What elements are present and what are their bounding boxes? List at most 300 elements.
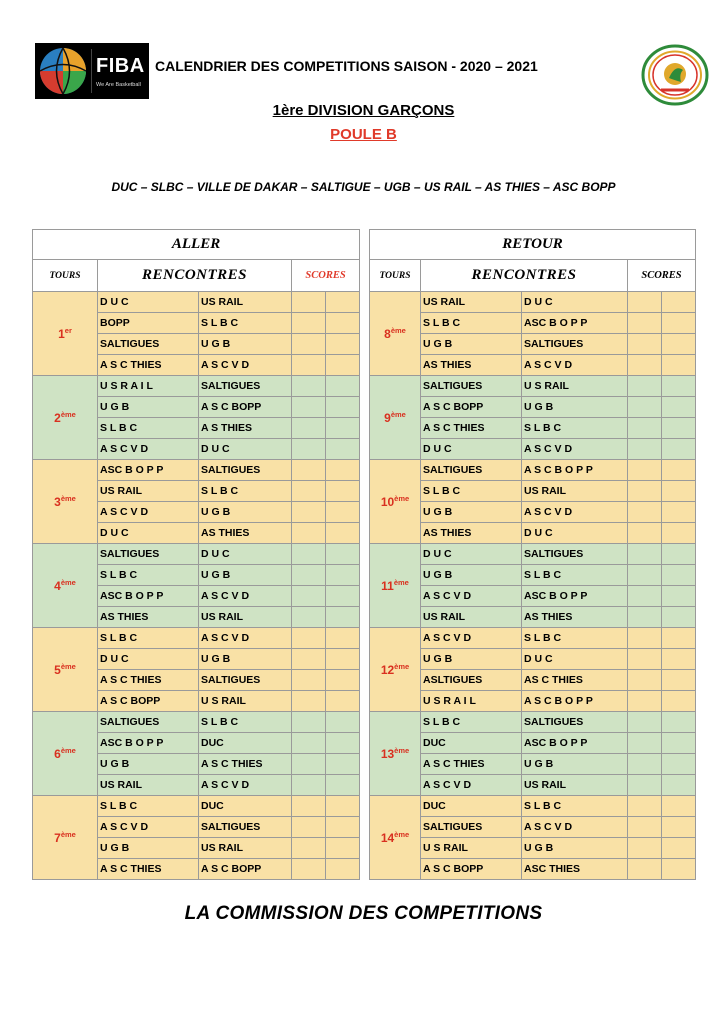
away-score-cell xyxy=(326,460,360,481)
round-number: 7 xyxy=(54,831,61,845)
home-score-cell xyxy=(292,397,326,418)
home-score-cell xyxy=(292,733,326,754)
round-number: 1 xyxy=(58,327,65,341)
home-team: U S R A I L xyxy=(421,691,522,712)
round-label xyxy=(370,796,421,880)
round-number: 3 xyxy=(54,495,61,509)
away-team: U G B xyxy=(199,565,292,586)
away-score-cell xyxy=(326,313,360,334)
match-row xyxy=(370,292,696,313)
home-team: D U C xyxy=(421,544,522,565)
home-score-cell xyxy=(628,586,662,607)
away-score-cell xyxy=(662,565,696,586)
fiba-logo xyxy=(35,43,149,99)
away-score-cell xyxy=(326,691,360,712)
home-score-cell xyxy=(292,355,326,376)
away-team: US RAIL xyxy=(199,838,292,859)
home-score-cell xyxy=(628,670,662,691)
home-score-cell xyxy=(628,523,662,544)
home-score-cell xyxy=(628,796,662,817)
away-score-cell xyxy=(326,838,360,859)
round-number: 10 xyxy=(380,495,395,509)
away-team: D U C xyxy=(199,544,292,565)
away-team: S L B C xyxy=(522,796,628,817)
home-score-cell xyxy=(292,712,326,733)
home-score-cell xyxy=(628,481,662,502)
home-team: U G B xyxy=(421,565,522,586)
away-score-cell xyxy=(662,859,696,880)
round-number: 9 xyxy=(384,411,391,425)
away-team: US RAIL xyxy=(522,481,628,502)
home-score-cell xyxy=(628,418,662,439)
home-score-cell xyxy=(292,691,326,712)
home-score-cell xyxy=(628,628,662,649)
phase-title: ALLER xyxy=(33,230,360,260)
away-score-cell xyxy=(326,439,360,460)
away-score-cell xyxy=(662,418,696,439)
round-suffix: ème xyxy=(394,662,410,671)
away-team: SALTIGUES xyxy=(199,460,292,481)
away-team: A S C V D xyxy=(199,628,292,649)
away-team: US RAIL xyxy=(522,775,628,796)
home-team: S L B C xyxy=(421,481,522,502)
home-score-cell xyxy=(292,670,326,691)
col-rencontres: RENCONTRES xyxy=(421,260,628,292)
away-score-cell xyxy=(326,292,360,313)
home-score-cell xyxy=(292,439,326,460)
away-score-cell xyxy=(326,397,360,418)
home-score-cell xyxy=(628,838,662,859)
phase-title: RETOUR xyxy=(370,230,696,260)
away-team: A S C V D xyxy=(199,355,292,376)
home-score-cell xyxy=(292,313,326,334)
home-score-cell xyxy=(628,292,662,313)
away-score-cell xyxy=(662,691,696,712)
home-score-cell xyxy=(292,838,326,859)
home-team: A S C THIES xyxy=(421,418,522,439)
round-suffix: ème xyxy=(60,830,76,839)
away-score-cell xyxy=(662,460,696,481)
match-row xyxy=(370,460,696,481)
away-score-cell xyxy=(326,775,360,796)
home-team: AS THIES xyxy=(421,523,522,544)
away-team: A S C V D xyxy=(199,775,292,796)
home-team: A S C THIES xyxy=(98,355,199,376)
match-row xyxy=(370,628,696,649)
teams-list: DUC – SLBC – VILLE DE DAKAR – SALTIGUE – UGB – US RAIL – AS THIES – ASC BOPP xyxy=(111,180,616,194)
away-team: S L B C xyxy=(199,313,292,334)
home-team: D U C xyxy=(98,523,199,544)
away-team: U G B xyxy=(522,397,628,418)
away-team: U G B xyxy=(199,649,292,670)
home-score-cell xyxy=(628,376,662,397)
home-score-cell xyxy=(292,418,326,439)
match-row xyxy=(370,544,696,565)
home-score-cell xyxy=(292,460,326,481)
home-score-cell xyxy=(628,859,662,880)
home-team: S L B C xyxy=(98,628,199,649)
away-score-cell xyxy=(662,523,696,544)
home-team: A S C BOPP xyxy=(98,691,199,712)
away-team: US RAIL xyxy=(199,292,292,313)
round-label xyxy=(33,796,98,880)
col-scores: SCORES xyxy=(628,260,696,292)
round-number: 11 xyxy=(381,579,394,593)
away-score-cell xyxy=(326,502,360,523)
home-team: U G B xyxy=(98,397,199,418)
away-score-cell xyxy=(326,481,360,502)
away-team: D U C xyxy=(522,292,628,313)
basketball-globe-icon xyxy=(35,43,91,99)
away-score-cell xyxy=(326,334,360,355)
home-team: A S C V D xyxy=(98,439,199,460)
home-team: US RAIL xyxy=(421,292,522,313)
home-score-cell xyxy=(292,376,326,397)
home-score-cell xyxy=(628,439,662,460)
home-score-cell xyxy=(628,502,662,523)
away-score-cell xyxy=(662,397,696,418)
away-score-cell xyxy=(662,502,696,523)
home-score-cell xyxy=(292,796,326,817)
home-score-cell xyxy=(628,691,662,712)
round-suffix: ème xyxy=(394,746,410,755)
home-team: SALTIGUES xyxy=(98,544,199,565)
fiba-wordmark: FIBA xyxy=(96,54,145,77)
away-team: U G B xyxy=(522,754,628,775)
round-suffix: ème xyxy=(60,410,76,419)
round-label xyxy=(33,628,98,712)
home-score-cell xyxy=(628,313,662,334)
away-team: AS THIES xyxy=(199,523,292,544)
home-team: U S R A I L xyxy=(98,376,199,397)
round-label xyxy=(370,460,421,544)
home-team: US RAIL xyxy=(98,775,199,796)
away-team: U G B xyxy=(199,502,292,523)
home-score-cell xyxy=(628,544,662,565)
round-label xyxy=(370,628,421,712)
footer-signature: LA COMMISSION DES COMPETITIONS xyxy=(184,903,543,924)
home-score-cell xyxy=(628,712,662,733)
home-team: A S C THIES xyxy=(421,754,522,775)
away-team: U S RAIL xyxy=(199,691,292,712)
home-team: AS THIES xyxy=(98,607,199,628)
home-score-cell xyxy=(628,355,662,376)
away-team: A S C B O P P xyxy=(522,691,628,712)
column-header-row xyxy=(33,260,360,292)
away-score-cell xyxy=(326,670,360,691)
retour-schedule-table xyxy=(369,229,696,880)
home-team: U G B xyxy=(421,649,522,670)
home-team: A S C V D xyxy=(421,775,522,796)
away-score-cell xyxy=(326,523,360,544)
away-team: D U C xyxy=(522,649,628,670)
away-score-cell xyxy=(326,544,360,565)
home-score-cell xyxy=(628,334,662,355)
away-team: ASC THIES xyxy=(522,859,628,880)
home-score-cell xyxy=(628,607,662,628)
home-score-cell xyxy=(292,607,326,628)
match-row xyxy=(33,712,360,733)
table-header-row xyxy=(33,230,360,260)
poule-label: POULE B xyxy=(330,126,397,143)
home-team: U G B xyxy=(421,334,522,355)
division-label: 1ère DIVISION GARÇONS xyxy=(272,102,455,119)
home-team: S L B C xyxy=(98,796,199,817)
home-team: DUC xyxy=(421,733,522,754)
round-suffix: ème xyxy=(394,494,410,503)
home-team: SALTIGUES xyxy=(98,712,199,733)
home-team: U G B xyxy=(98,838,199,859)
match-row xyxy=(370,376,696,397)
home-team: US RAIL xyxy=(421,607,522,628)
home-score-cell xyxy=(628,460,662,481)
round-number: 2 xyxy=(54,411,61,425)
home-team: U G B xyxy=(98,754,199,775)
away-score-cell xyxy=(326,628,360,649)
home-team: ASLTIGUES xyxy=(421,670,522,691)
match-row xyxy=(33,376,360,397)
match-row xyxy=(370,796,696,817)
away-team: A S C V D xyxy=(199,586,292,607)
away-team: S L B C xyxy=(199,712,292,733)
round-suffix: ème xyxy=(393,578,409,587)
home-team: ASC B O P P xyxy=(98,460,199,481)
home-score-cell xyxy=(628,733,662,754)
away-team: A S C V D xyxy=(522,439,628,460)
home-score-cell xyxy=(292,334,326,355)
home-score-cell xyxy=(292,544,326,565)
away-team: A S C V D xyxy=(522,502,628,523)
match-row xyxy=(370,712,696,733)
away-score-cell xyxy=(662,817,696,838)
home-score-cell xyxy=(292,565,326,586)
away-score-cell xyxy=(326,607,360,628)
home-score-cell xyxy=(628,754,662,775)
away-team: A S C BOPP xyxy=(199,397,292,418)
away-score-cell xyxy=(662,607,696,628)
match-row xyxy=(33,628,360,649)
away-score-cell xyxy=(662,670,696,691)
round-suffix: ème xyxy=(60,578,76,587)
round-number: 4 xyxy=(54,579,61,593)
home-team: BOPP xyxy=(98,313,199,334)
home-score-cell xyxy=(628,817,662,838)
away-team: SALTIGUES xyxy=(522,334,628,355)
round-suffix: ème xyxy=(390,410,406,419)
away-score-cell xyxy=(662,838,696,859)
home-team: A S C V D xyxy=(421,628,522,649)
match-row xyxy=(33,796,360,817)
away-team: DUC xyxy=(199,796,292,817)
match-row xyxy=(33,292,360,313)
round-number: 12 xyxy=(380,663,395,677)
away-score-cell xyxy=(326,586,360,607)
round-suffix: ème xyxy=(60,494,76,503)
round-label xyxy=(33,712,98,796)
round-label xyxy=(370,376,421,460)
away-score-cell xyxy=(326,376,360,397)
away-score-cell xyxy=(326,796,360,817)
home-score-cell xyxy=(292,754,326,775)
away-score-cell xyxy=(662,334,696,355)
away-team: S L B C xyxy=(522,418,628,439)
match-row xyxy=(33,460,360,481)
round-number: 6 xyxy=(54,747,61,761)
away-team: AS C THIES xyxy=(522,670,628,691)
home-team: ASC B O P P xyxy=(98,586,199,607)
away-score-cell xyxy=(662,313,696,334)
away-score-cell xyxy=(662,754,696,775)
home-team: D U C xyxy=(98,649,199,670)
home-score-cell xyxy=(292,586,326,607)
away-team: U S RAIL xyxy=(522,376,628,397)
round-suffix: ème xyxy=(394,830,410,839)
away-team: SALTIGUES xyxy=(199,817,292,838)
away-team: S L B C xyxy=(199,481,292,502)
home-team: SALTIGUES xyxy=(421,460,522,481)
away-score-cell xyxy=(326,712,360,733)
round-label xyxy=(370,292,421,376)
away-team: U G B xyxy=(199,334,292,355)
home-score-cell xyxy=(292,628,326,649)
round-number: 13 xyxy=(380,747,395,761)
away-score-cell xyxy=(662,712,696,733)
round-label xyxy=(370,712,421,796)
home-score-cell xyxy=(292,502,326,523)
away-team: A S C BOPP xyxy=(199,859,292,880)
round-label xyxy=(33,292,98,376)
away-score-cell xyxy=(662,628,696,649)
away-team: SALTIGUES xyxy=(522,544,628,565)
away-team: D U C xyxy=(522,523,628,544)
home-team: A S C BOPP xyxy=(421,859,522,880)
home-team: S L B C xyxy=(98,565,199,586)
away-team: SALTIGUES xyxy=(199,376,292,397)
home-team: US RAIL xyxy=(98,481,199,502)
round-number: 5 xyxy=(54,663,61,677)
away-score-cell xyxy=(326,355,360,376)
column-header-row xyxy=(370,260,696,292)
home-team: U S RAIL xyxy=(421,838,522,859)
home-score-cell xyxy=(292,292,326,313)
home-team: AS THIES xyxy=(421,355,522,376)
home-team: A S C V D xyxy=(98,817,199,838)
away-team: SALTIGUES xyxy=(199,670,292,691)
away-team: S L B C xyxy=(522,628,628,649)
home-team: D U C xyxy=(421,439,522,460)
round-number: 8 xyxy=(384,327,391,341)
home-team: A S C V D xyxy=(98,502,199,523)
match-row xyxy=(33,544,360,565)
home-team: S L B C xyxy=(98,418,199,439)
home-team: U G B xyxy=(421,502,522,523)
away-score-cell xyxy=(662,355,696,376)
round-suffix: ème xyxy=(60,662,76,671)
home-score-cell xyxy=(628,775,662,796)
col-rencontres: RENCONTRES xyxy=(98,260,292,292)
home-team: ASC B O P P xyxy=(98,733,199,754)
home-team: A S C V D xyxy=(421,586,522,607)
away-score-cell xyxy=(662,796,696,817)
home-team: DUC xyxy=(421,796,522,817)
home-team: A S C THIES xyxy=(98,670,199,691)
home-team: A S C THIES xyxy=(98,859,199,880)
away-score-cell xyxy=(326,418,360,439)
away-score-cell xyxy=(326,859,360,880)
poule-heading xyxy=(0,126,727,143)
away-team: A S C V D xyxy=(522,817,628,838)
away-team: A S C V D xyxy=(522,355,628,376)
home-score-cell xyxy=(628,649,662,670)
home-score-cell xyxy=(292,649,326,670)
col-tours: TOURS xyxy=(33,260,98,292)
away-score-cell xyxy=(662,376,696,397)
away-score-cell xyxy=(326,649,360,670)
away-team: US RAIL xyxy=(199,607,292,628)
away-team: AS THIES xyxy=(522,607,628,628)
away-score-cell xyxy=(326,817,360,838)
home-score-cell xyxy=(292,523,326,544)
away-team: A S C B O P P xyxy=(522,460,628,481)
away-score-cell xyxy=(662,649,696,670)
away-score-cell xyxy=(662,775,696,796)
home-team: SALTIGUES xyxy=(421,376,522,397)
round-label xyxy=(33,544,98,628)
home-team: S L B C xyxy=(421,712,522,733)
federation-seal-icon xyxy=(641,44,709,106)
fiba-tagline: We Are Basketball xyxy=(96,81,141,88)
home-score-cell xyxy=(292,775,326,796)
home-score-cell xyxy=(628,565,662,586)
away-score-cell xyxy=(662,439,696,460)
away-team: ASC B O P P xyxy=(522,313,628,334)
round-label xyxy=(33,460,98,544)
home-score-cell xyxy=(292,859,326,880)
home-score-cell xyxy=(292,481,326,502)
round-suffix: ème xyxy=(390,326,406,335)
away-score-cell xyxy=(326,733,360,754)
away-score-cell xyxy=(662,586,696,607)
away-team: ASC B O P P xyxy=(522,733,628,754)
away-score-cell xyxy=(326,565,360,586)
round-number: 14 xyxy=(380,831,395,845)
away-team: DUC xyxy=(199,733,292,754)
table-header-row xyxy=(370,230,696,260)
home-team: SALTIGUES xyxy=(98,334,199,355)
home-score-cell xyxy=(628,397,662,418)
col-tours: TOURS xyxy=(370,260,421,292)
division-heading xyxy=(0,102,727,119)
away-team: SALTIGUES xyxy=(522,712,628,733)
away-team: U G B xyxy=(522,838,628,859)
away-team: S L B C xyxy=(522,565,628,586)
home-team: S L B C xyxy=(421,313,522,334)
round-suffix: er xyxy=(64,326,72,335)
away-score-cell xyxy=(662,544,696,565)
away-score-cell xyxy=(326,754,360,775)
page-title: CALENDRIER DES COMPETITIONS SAISON - 2020 – 2021 xyxy=(155,58,538,74)
home-team: D U C xyxy=(98,292,199,313)
round-suffix: ème xyxy=(60,746,76,755)
col-scores: SCORES xyxy=(292,260,360,292)
away-score-cell xyxy=(662,481,696,502)
home-score-cell xyxy=(292,817,326,838)
away-team: A S C THIES xyxy=(199,754,292,775)
away-score-cell xyxy=(662,733,696,754)
home-team: A S C BOPP xyxy=(421,397,522,418)
away-team: D U C xyxy=(199,439,292,460)
aller-schedule-table xyxy=(32,229,360,880)
